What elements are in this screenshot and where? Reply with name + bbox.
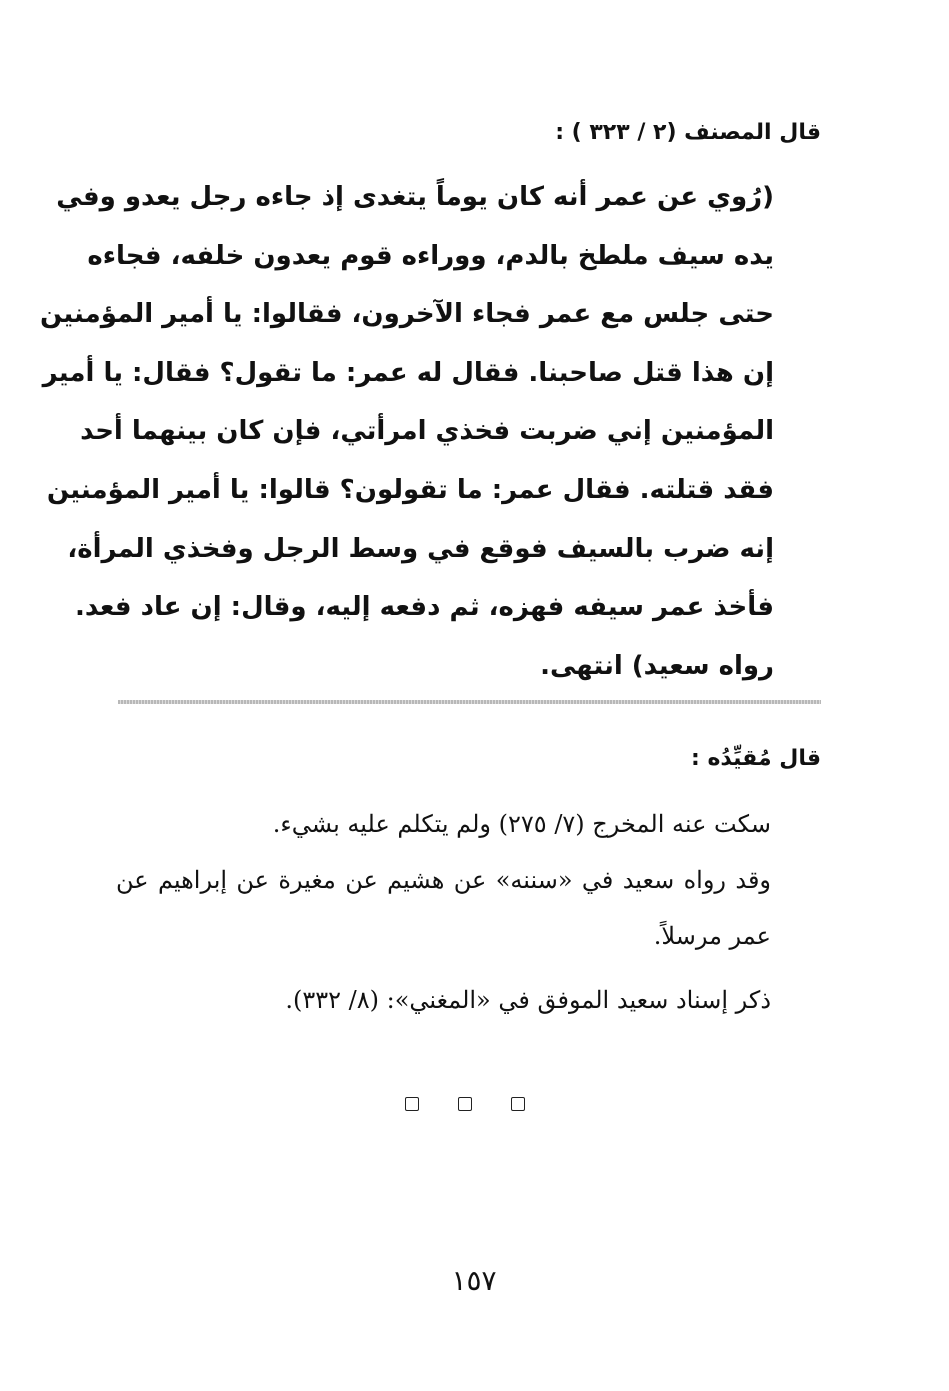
- section-end-ornament: [405, 1095, 525, 1115]
- note-paragraph: ذكر إسناد سعيد الموفق في «المغني»: (٨/ ٣٣٢).: [285, 986, 771, 1014]
- page-number: ١٥٧: [451, 1264, 497, 1297]
- square-ornament-icon: [458, 1097, 472, 1111]
- quote-line: إن هذا قتل صاحبنا. فقال له عمر: ما تقول؟ فقال: يا أمير: [42, 357, 774, 388]
- square-ornament-icon: [405, 1097, 419, 1111]
- square-ornament-icon: [511, 1097, 525, 1111]
- note-paragraph: وقد رواه سعيد في «سننه» عن هشيم عن مغيرة عن إبراهيم عن عمر مرسلاً.: [116, 866, 771, 950]
- quote-line: (رُوي عن عمر أنه كان يوماً يتغدى إذ جاءه رجل يعدو وفي: [56, 182, 774, 212]
- commentator-heading: قال مُقيِّدُه :: [690, 746, 821, 771]
- quote-line: يده سيف ملطخ بالدم، ووراءه قوم يعدون خلفه، فجاءه: [87, 240, 774, 271]
- quote-line: المؤمنين إني ضربت فخذي امرأتي، فإن كان بينهما أحد: [80, 416, 774, 447]
- quoted-text-block: [39, 168, 774, 695]
- quote-line: فقد قتلته. فقال عمر: ما تقولون؟ قالوا: يا أمير المؤمنين: [46, 474, 774, 505]
- note-paragraph: سكت عنه المخرج (٧/ ٢٧٥) ولم يتكلم عليه بشيء.: [272, 810, 771, 838]
- commentary-notes: [116, 796, 821, 1028]
- quote-line: رواه سعيد) انتهى.: [540, 650, 774, 681]
- author-heading: قال المصنف (٢ / ٣٢٣ ) :: [555, 120, 821, 145]
- section-divider: [118, 700, 821, 704]
- quote-line: حتى جلس مع عمر فجاء الآخرون، فقالوا: يا أمير المؤمنين: [39, 299, 774, 330]
- quote-line: إنه ضرب بالسيف فوقع في وسط الرجل وفخذي المرأة،: [67, 533, 774, 564]
- quote-line: فأخذ عمر سيفه فهزه، ثم دفعه إليه، وقال: إن عاد فعد.: [74, 592, 774, 623]
